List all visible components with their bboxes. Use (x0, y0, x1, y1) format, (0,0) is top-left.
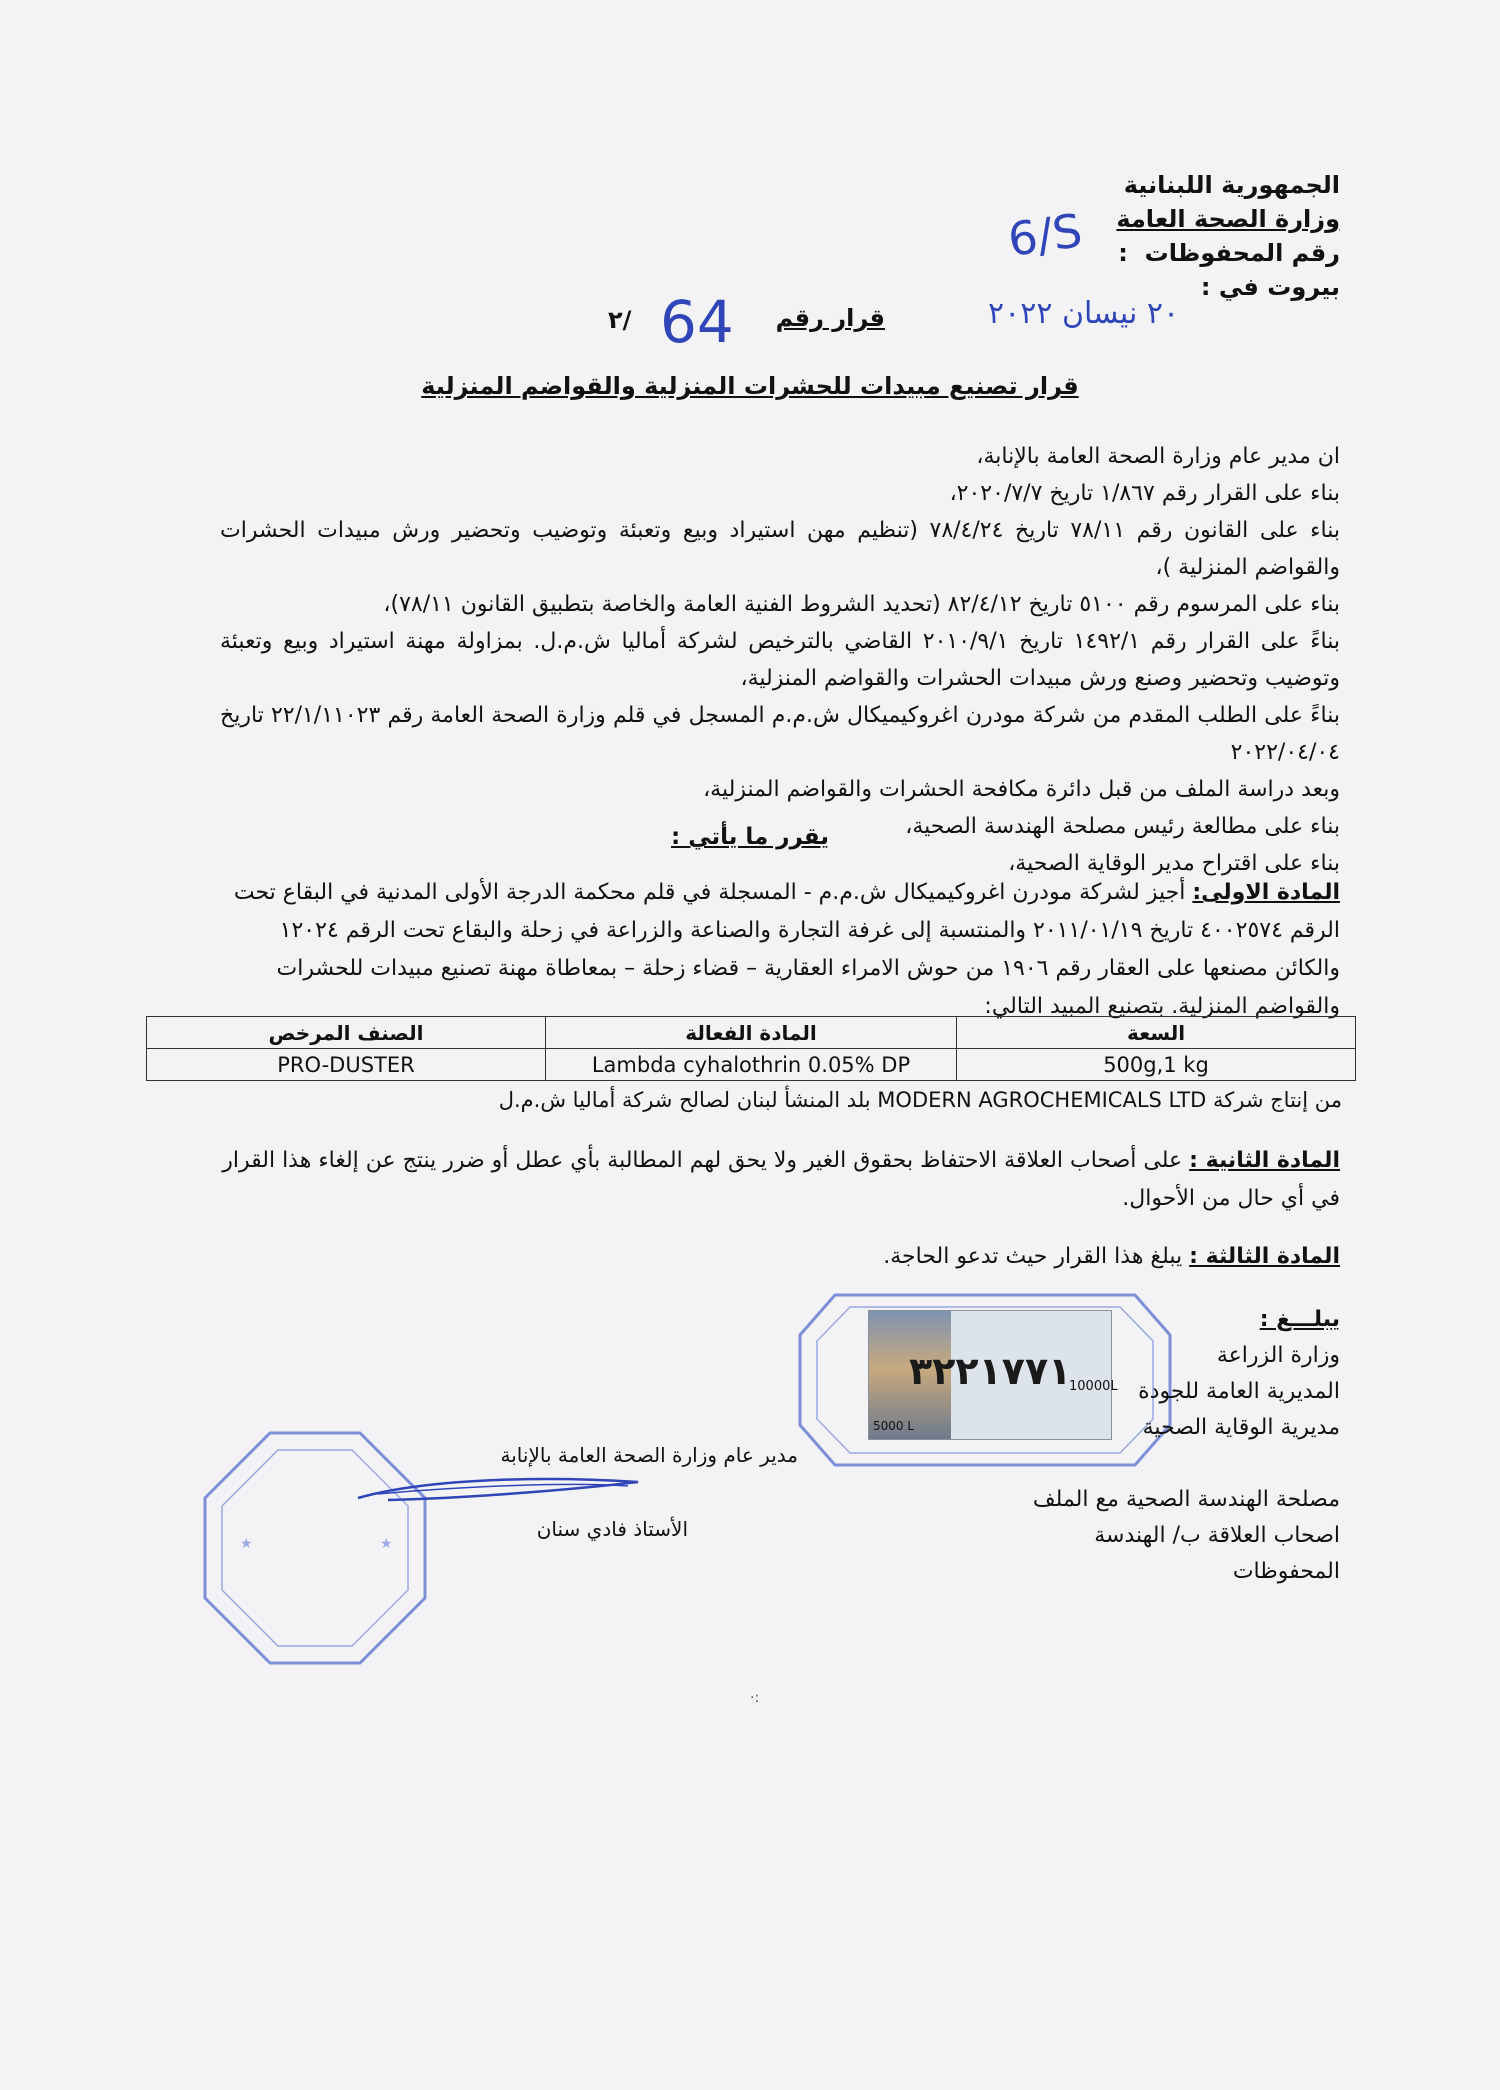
preamble-line: بناء على القرار رقم ١/٨٦٧ تاريخ ٢٠٢٠/٧/٧، (949, 481, 1340, 506)
table-header-row (147, 1017, 1356, 1049)
article-3-label: المادة الثالثة : (1189, 1244, 1340, 1269)
preamble-line: بناءً على الطلب المقدم من شركة مودرن اغروكيميكال ش.م.م المسجل في قلم وزارة الصحة العامة رقم ٢٢/١/١١٠٢٣ تاريخ ٢٠٢٢/٠٤/٠٤ (220, 703, 1340, 765)
archive-handwritten: 6/S (1004, 203, 1086, 267)
product-table (146, 1016, 1356, 1081)
preamble-line: بناء على اقتراح مدير الوقاية الصحية، (1008, 851, 1340, 876)
list-item: المديرية العامة للجودة (1138, 1379, 1340, 1404)
header-licensed-product: الصنف المرخص (147, 1017, 546, 1049)
preamble-line: ان مدير عام وزارة الصحة العامة بالإنابة، (976, 444, 1340, 469)
list-item: المحفوظات (1232, 1559, 1340, 1584)
list-item: مديرية الوقاية الصحية (1142, 1415, 1340, 1440)
svg-text:★: ★ (380, 1536, 393, 1552)
list-item: مصلحة الهندسة الصحية مع الملف (1032, 1487, 1340, 1512)
product-origin-note: من إنتاج شركة MODERN AGROCHEMICALS LTD بلد المنشأ لبنان لصالح شركة أماليا ش.م.ل (498, 1088, 1342, 1112)
preamble-line: وبعد دراسة الملف من قبل دائرة مكافحة الحشرات والقواضم المنزلية، (703, 777, 1340, 802)
cell-product-name: PRO-DUSTER (147, 1049, 546, 1081)
preamble (220, 438, 1340, 882)
fiscal-stamp-value-2: 10000L (1069, 1379, 1118, 1394)
article-3-text: يبلغ هذا القرار حيث تدعو الحاجة. (883, 1244, 1190, 1269)
date-handwritten: ٢٠ نيسان ٢٠٢٢ (988, 296, 1180, 331)
list-item: اصحاب العلاقة ب/ الهندسة (1094, 1523, 1340, 1548)
article-1-label: المادة الاولى: (1192, 880, 1340, 905)
archive-label: رقم المحفوظات (1144, 239, 1340, 267)
ministry-seal-left (200, 1428, 430, 1668)
decision-label: قرار رقم (775, 304, 885, 332)
city-date-label: بيروت في : (1200, 273, 1340, 301)
article-2-label: المادة الثانية : (1189, 1148, 1340, 1173)
svg-text:★: ★ (240, 1536, 253, 1552)
fiscal-stamp-number: ٣٢٢١٧٧١ (909, 1349, 1072, 1393)
article-2-text: على أصحاب العلاقة الاحتفاظ بحقوق الغير ولا يحق لهم المطالبة بأي عطل أو ضرر ينتج عن إلغاء هذا القرار في أي حال من الأحوال. (222, 1148, 1340, 1211)
archive-colon: : (1118, 239, 1128, 267)
republic-name: الجمهورية اللبنانية (1123, 171, 1340, 199)
decision-number-handwritten: 64 (660, 288, 734, 356)
cell-capacity: 500g,1 kg (957, 1049, 1356, 1081)
table-row (147, 1049, 1356, 1081)
preamble-line: بناء على القانون رقم ٧٨/١١ تاريخ ٧٨/٤/٢٤ (تنظيم مهن استيراد وبيع وتعبئة وتوضيب وتحضير ورش مبيدات الحشرات والقواضم المنزلية )، (220, 518, 1340, 580)
article-1-text: أجيز لشركة مودرن اغروكيميكال ش.م.م - المسجلة في قلم محكمة الدرجة الأولى المدنية في البقاع تحت الرقم ٤٠٠٢٥٧٤ تاريخ ٢٠١١/٠١/١٩ والمنتسبة إلى غرفة التجارة والصناعة والزراعة في زحلة والبقاع تحت الرقم ١٢٠٢٤ والكائن مصنعها على العقار رقم ١٩٠٦ من حوش الامراء العقارية – قضاء زحلة – بمعاطاة مهنة تصنيع مبيدات للحشرات والقواضم المنزلية. بتصنيع المبيد التالي: (233, 880, 1340, 1019)
cell-active-ingredient: Lambda cyhalothrin 0.05% DP (545, 1049, 956, 1081)
preamble-line: بناء على المرسوم رقم ٥١٠٠ تاريخ ٨٢/٤/١٢ (تحديد الشروط الفنية العامة والخاصة بتطبيق القانون ٧٨/١١)، (383, 592, 1340, 617)
article-2 (220, 1142, 1340, 1218)
signatory-title: مدير عام وزارة الصحة العامة بالإنابة (500, 1443, 798, 1467)
notify-heading: يبلـــغ : (1259, 1307, 1340, 1332)
header-capacity: السعة (957, 1017, 1356, 1049)
preamble-line: بناءً على القرار رقم ١٤٩٢/١ تاريخ ٢٠١٠/٩/١ القاضي بالترخيص لشركة أماليا ش.م.ل. بمزاولة مهنة استيراد وبيع وتعبئة وتوضيب وتحضير وصنع ورش مبيدات الحشرات والقواضم المنزلية، (220, 629, 1340, 691)
document-title: قرار تصنيع مبيدات للحشرات المنزلية والقواضم المنزلية (421, 372, 1079, 400)
signatory-name: الأستاذ فادي سنان (536, 1517, 688, 1541)
fiscal-stamp-value: 5000 L (873, 1419, 915, 1433)
list-item: وزارة الزراعة (1216, 1343, 1340, 1368)
article-3 (220, 1238, 1340, 1276)
article-1 (220, 874, 1340, 1026)
header-block (1116, 168, 1340, 304)
ministry-name: وزارة الصحة العامة (1116, 205, 1340, 233)
page-mark: ·: (750, 1690, 760, 1706)
header-active-ingredient: المادة الفعالة (545, 1017, 956, 1049)
signature-block (398, 1438, 798, 1546)
signature-scribble-icon (348, 1468, 648, 1508)
notify-list (1033, 1302, 1340, 1590)
decision-suffix: /٢ (608, 306, 632, 334)
ruling-heading: يقرر ما يأتي : (670, 824, 829, 850)
preamble-line: بناء على مطالعة رئيس مصلحة الهندسة الصحية، (905, 814, 1340, 839)
list-item (1033, 1446, 1340, 1482)
archive-number-row (1116, 236, 1340, 270)
